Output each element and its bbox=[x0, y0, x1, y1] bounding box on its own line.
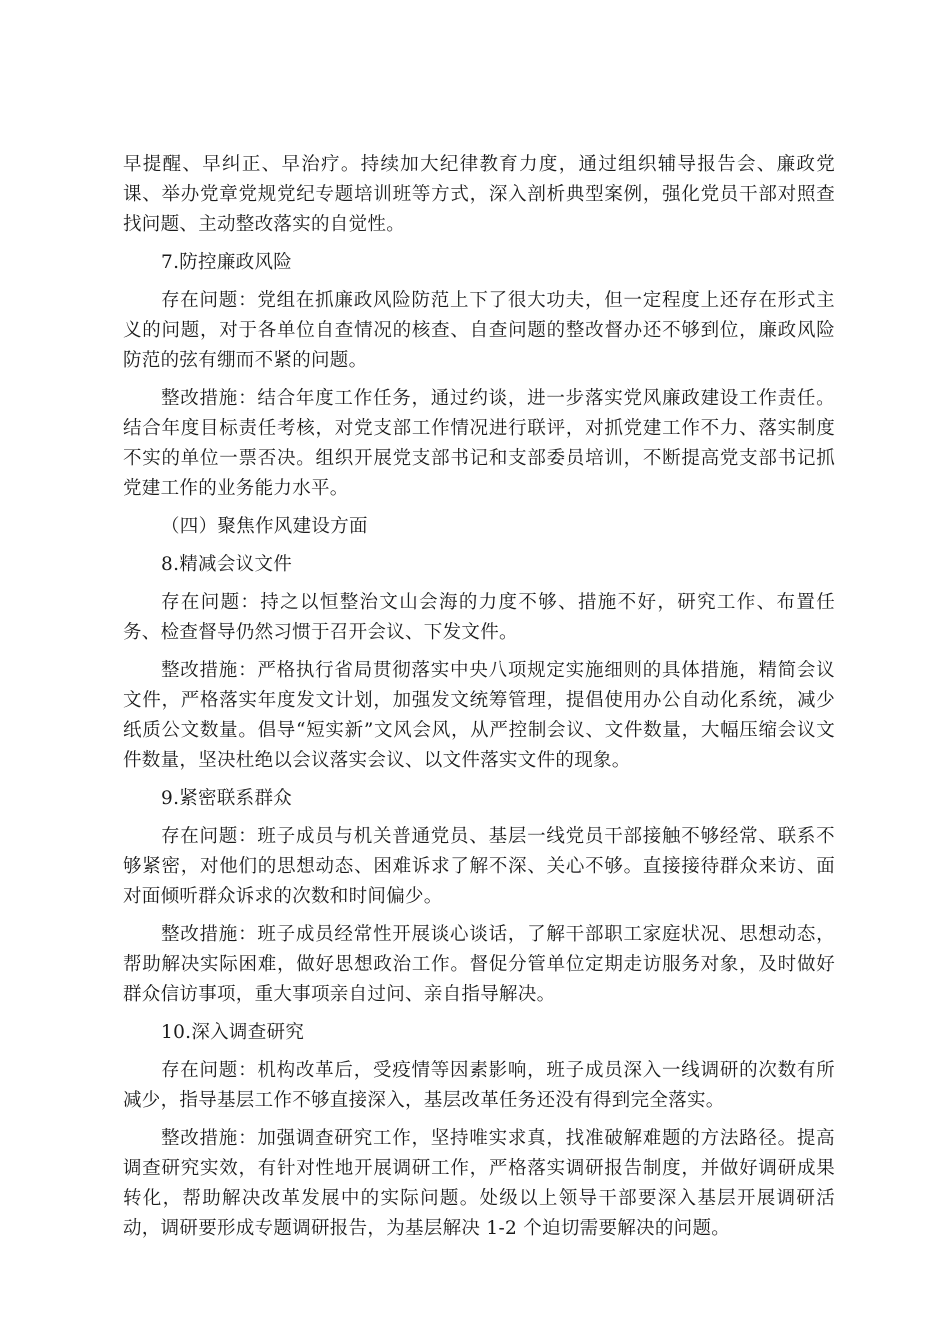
paragraph-problem-7: 存在问题：党组在抓廉政风险防范上下了很大功夫，但一定程度上还存在形式主义的问题，对于各单位自查情况的核查、自查问题的整改督办还不够到位，廉政风险防范的弦有绷而不紧的问题。 bbox=[123, 290, 835, 371]
section-heading-8: 8.精减会议文件 bbox=[161, 554, 293, 575]
paragraph-measure-10: 整改措施：加强调查研究工作，坚持唯实求真，找准破解难题的方法路径。提高调查研究实效，有针对性地开展调研工作，严格落实调研报告制度，并做好调研成果转化，帮助解决改革发展中的实际问题。处级以上领导干部要深入基层开展调研活动，调研要形成专题调研报告，为基层解决 1-2 个迫切需要解决的问题。 bbox=[123, 1128, 835, 1239]
paragraph-problem-10: 存在问题：机构改革后，受疫情等因素影响，班子成员深入一线调研的次数有所减少，指导基层工作不够直接深入，基层改革任务还没有得到完全落实。 bbox=[123, 1060, 835, 1111]
section-heading-7: 7.防控廉政风险 bbox=[161, 252, 293, 273]
paragraph-measure-7: 整改措施：结合年度工作任务，通过约谈，进一步落实党风廉政建设工作责任。结合年度目标责任考核，对党支部工作情况进行联评，对抓党建工作不力、落实制度不实的单位一票否决。组织开展党支部书记和支部委员培训，不断提高党支部书记抓党建工作的业务能力水平。 bbox=[123, 388, 835, 499]
paragraph-continuation: 早提醒、早纠正、早治疗。持续加大纪律教育力度，通过组织辅导报告会、廉政党课、举办党章党规党纪专题培训班等方式，深入剖析典型案例，强化党员干部对照查找问题、主动整改落实的自觉性。 bbox=[123, 154, 835, 235]
paragraph-measure-8: 整改措施：严格执行省局贯彻落实中央八项规定实施细则的具体措施，精简会议文件，严格落实年度发文计划，加强发文统筹管理，提倡使用办公自动化系统，减少纸质公文数量。倡导“短实新”文风会风，从严控制会议、文件数量，大幅压缩会议文件数量，坚决杜绝以会议落实会议、以文件落实文件的现象。 bbox=[123, 660, 835, 771]
paragraph-measure-9: 整改措施：班子成员经常性开展谈心谈话，了解干部职工家庭状况、思想动态，帮助解决实际困难，做好思想政治工作。督促分管单位定期走访服务对象，及时做好群众信访事项，重大事项亲自过问、亲自指导解决。 bbox=[123, 924, 835, 1005]
paragraph-problem-8: 存在问题：持之以恒整治文山会海的力度不够、措施不好，研究工作、布置任务、检查督导仍然习惯于召开会议、下发文件。 bbox=[123, 592, 835, 643]
section-heading-4: （四）聚焦作风建设方面 bbox=[161, 516, 368, 537]
paragraph-problem-9: 存在问题：班子成员与机关普通党员、基层一线党员干部接触不够经常、联系不够紧密，对他们的思想动态、困难诉求了解不深、关心不够。直接接待群众来访、面对面倾听群众诉求的次数和时间偏少。 bbox=[123, 826, 835, 907]
document-body bbox=[123, 150, 835, 1252]
section-heading-9: 9.紧密联系群众 bbox=[161, 788, 293, 809]
section-heading-10: 10.深入调查研究 bbox=[161, 1022, 305, 1043]
